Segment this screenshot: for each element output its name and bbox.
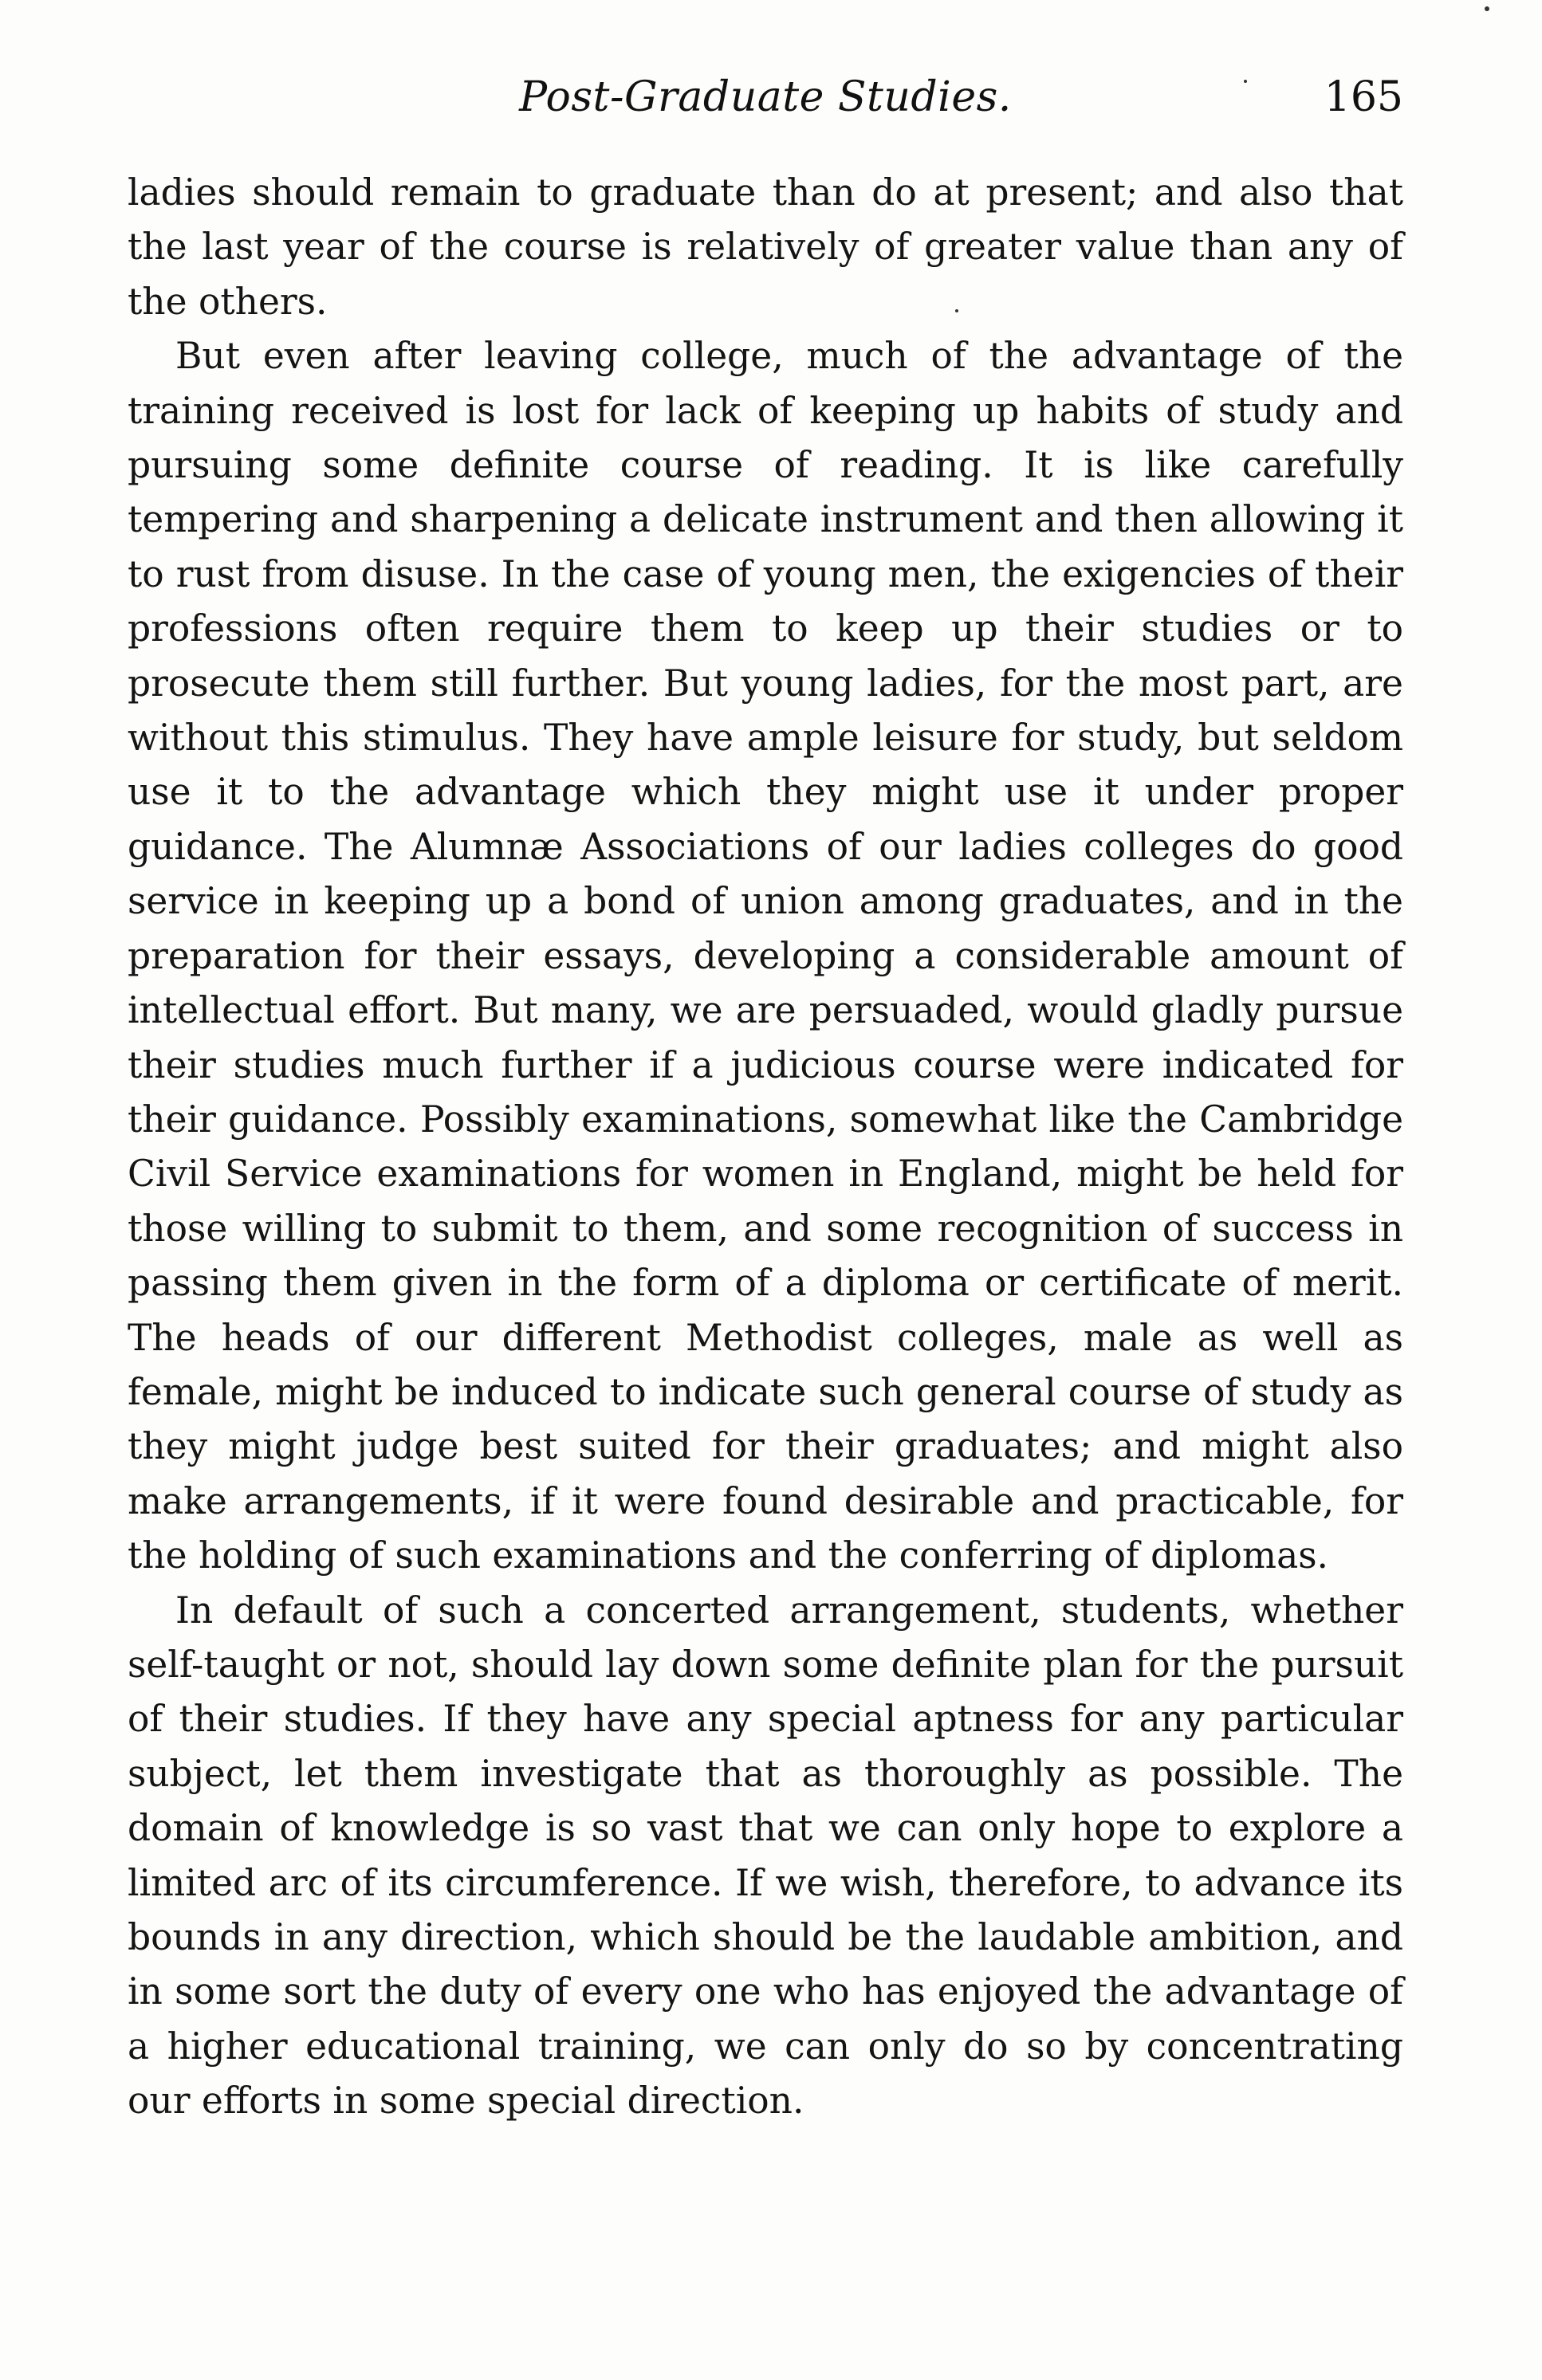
running-head <box>128 73 1403 145</box>
print-speck <box>955 309 958 312</box>
body-text <box>128 166 1403 2129</box>
print-speck <box>1244 80 1247 83</box>
paragraph-1: ladies should remain to graduate than do at present; and also that the last year of the course is relatively of greater value than any of the others. <box>128 171 1403 323</box>
page-number: 165 <box>1324 73 1403 121</box>
print-speck <box>1485 6 1489 11</box>
paragraph-2: But even after leaving college, much of the advantage of the training received is lost for lack of keeping up habits of study and pursuing some definite course of reading. It is like carefully tempering and sharpening a delicate instrument and then allowing it to rust from disuse. In the case of young men, the exigencies of their professions often require them to keep up their studies or to prosecute them still further. But young ladies, for the most part, are without this stimulus. They have ample leisure for study, but seldom use it to the advantage which they might use it under proper guidance. The Alumnæ Associations of our ladies colleges do good service in keeping up a bond of union among graduates, and in the preparation for their essays, developing a considerable amount of intellectual effort. But many, we are persuaded, would gladly pursue their studies much further if a judicious course were indicated for their guidance. Possibly examinations, somewhat like the Cambridge Civil Service examinations for women in England, might be held for those willing to submit to them, and some recognition of success in passing them given in the form of a diploma or certificate of merit. The heads of our different Methodist colleges, male as well as female, might be induced to indicate such general course of study as they might judge best suited for their graduates; and might also make arrangements, if it were found desirable and practicable, for the holding of such examinations and the conferring of diplomas. <box>128 335 1403 1577</box>
running-title: Post-Graduate Studies. <box>519 73 1012 121</box>
paragraph-3: In default of such a concerted arrangement, students, whether self-taught or not, should lay down some definite plan for the pursuit of their studies. If they have any special aptness for any particular subject, let them investigate that as thoroughly as possible. The domain of knowledge is so vast that we can only hope to explore a limited arc of its circumference. If we wish, therefore, to advance its bounds in any direction, which should be the laudable ambition, and in some sort the duty of every one who has enjoyed the advantage of a higher educational training, we can only do so by concentrating our efforts in some special direction. <box>128 1589 1403 2123</box>
